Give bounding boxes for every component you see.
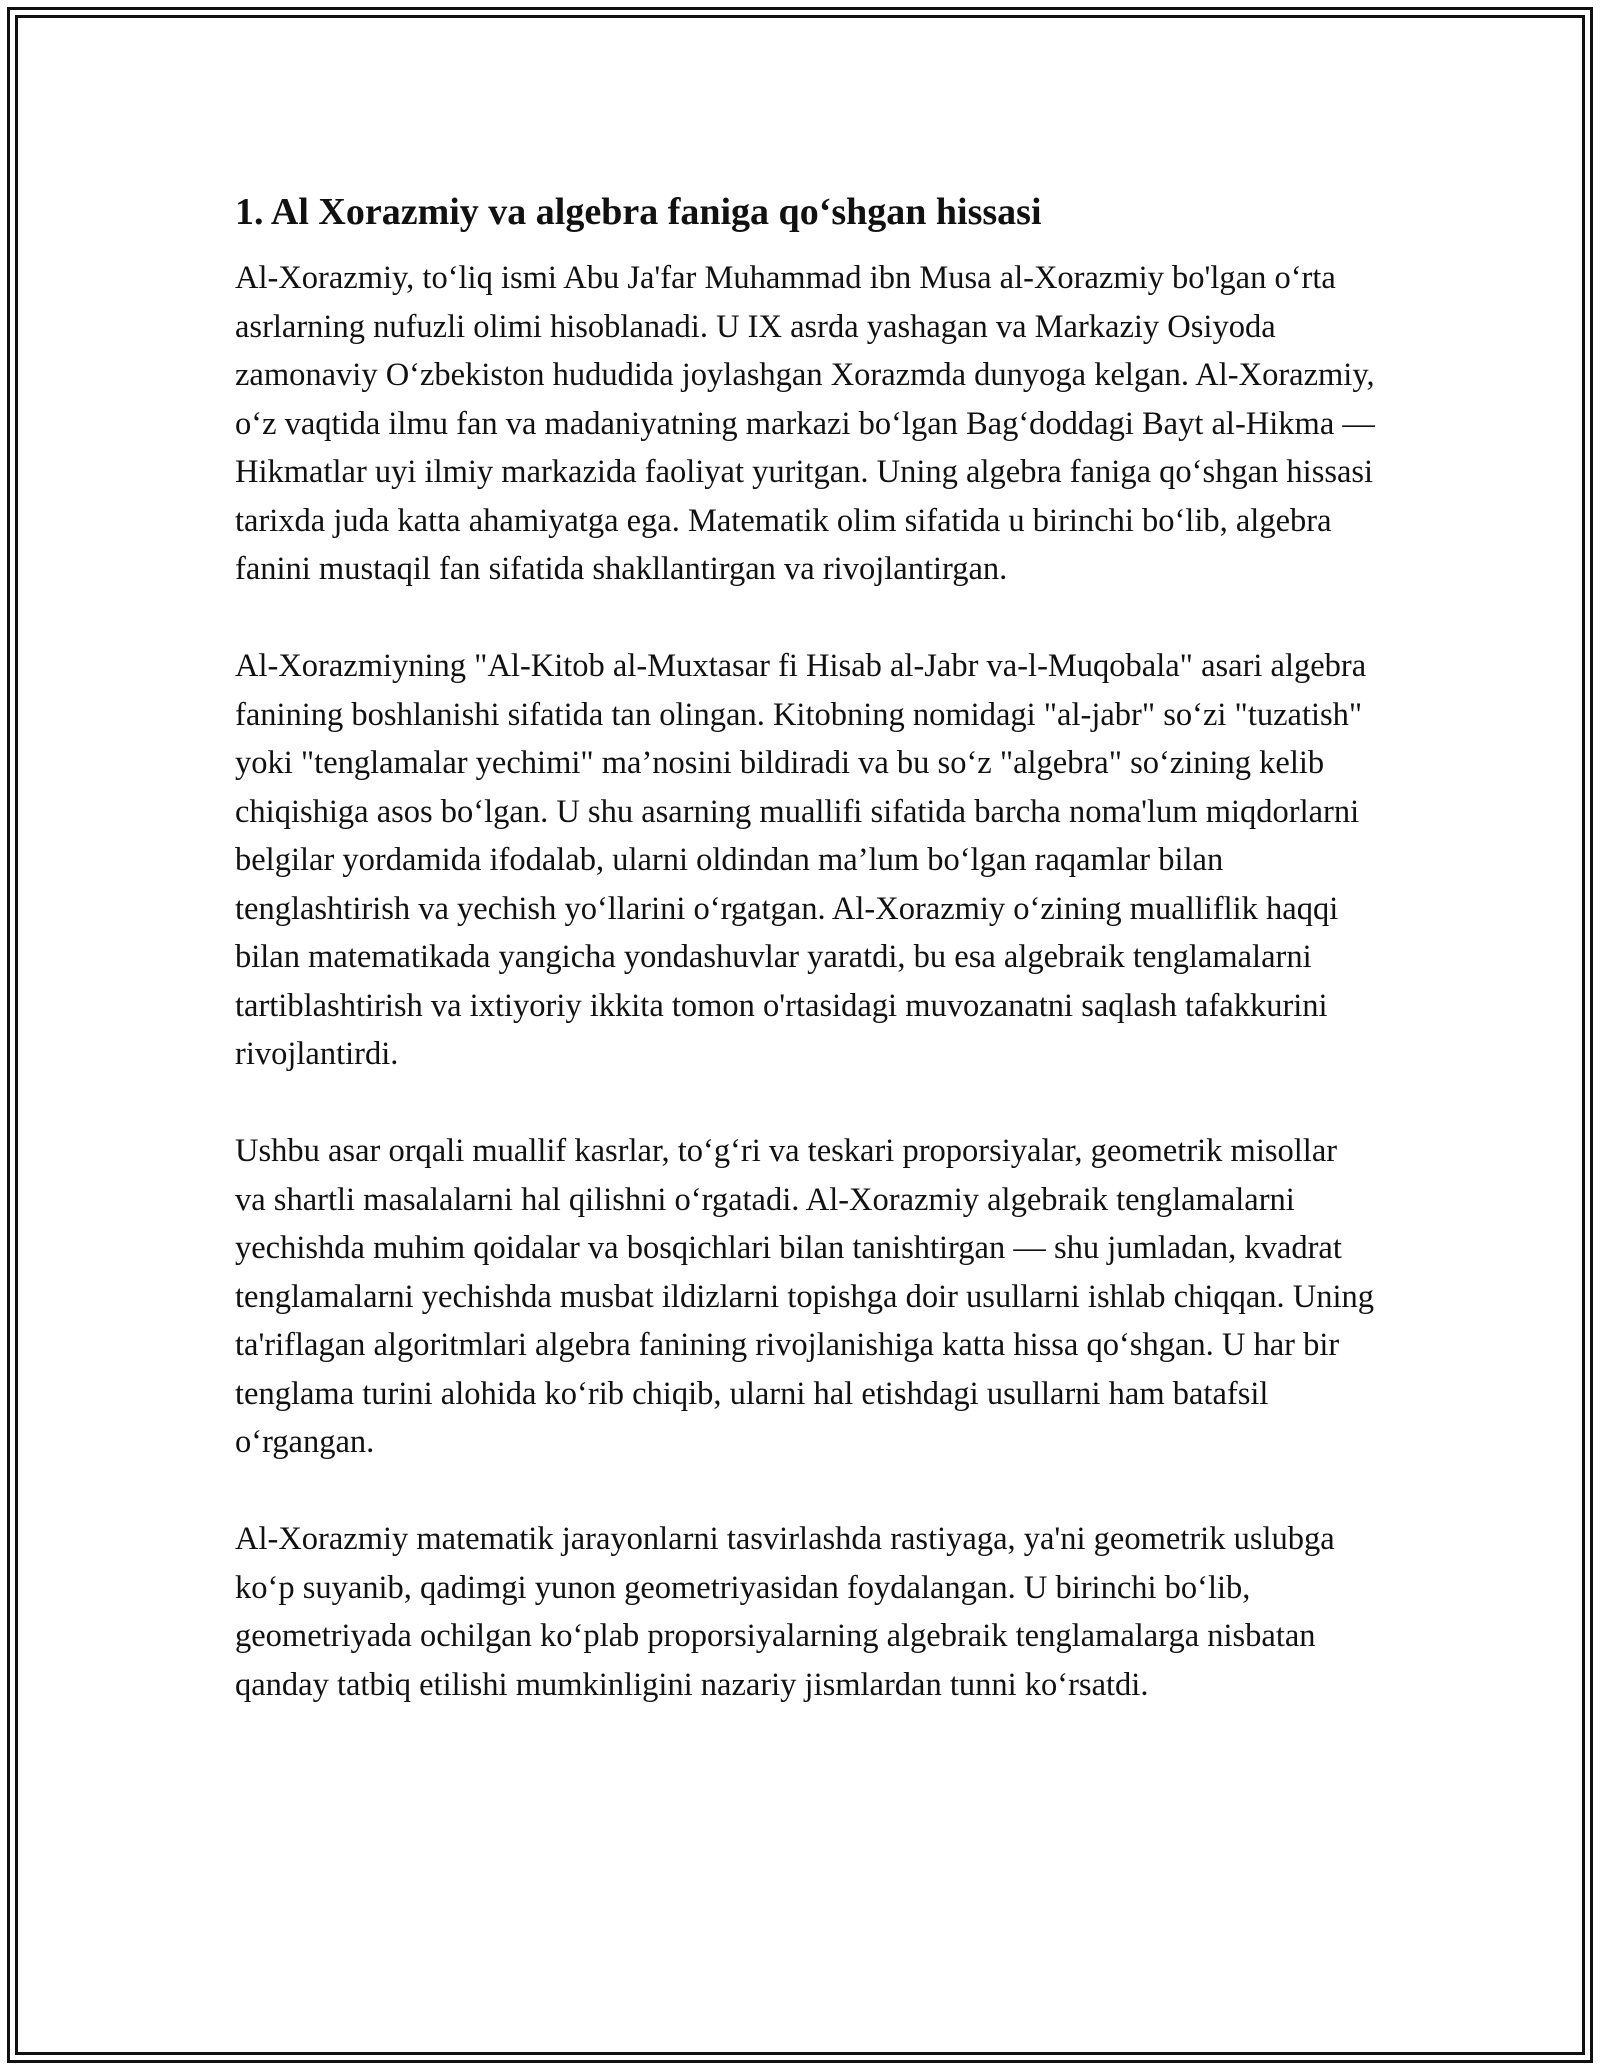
paragraph-4: Al-Xorazmiy matematik jarayonlarni tasvirlashda rastiyaga, ya'ni geometrik uslubga ko‘p suyanib, qadimgi yunon geometriyasidan foydalangan. U birinchi bo‘lib, geometriyada ochilgan ko‘plab proporsiyalarning algebraik tenglamalarga nisbatan qanday tatbiq etilishi mumkinligini nazariy jismlardan tunni ko‘rsatdi. [235, 1521, 1335, 1703]
paragraph-3: Ushbu asar orqali muallif kasrlar, to‘g‘ri va teskari proporsiyalar, geometrik misollar va shartli masalalarni hal qilishni o‘rgatadi. Al-Xorazmiy algebraik tenglamalarni yechishda muhim qoidalar va bosqichlari bilan tanishtirgan — shu jumladan, kvadrat tenglamalarni yechishda musbat ildizlarni topishga doir usullarni ishlab chiqqan. Uning ta'riflagan algoritmlari algebra fanining rivojlanishiga katta hissa qo‘shgan. U har bir tenglama turini alohida ko‘rib chiqib, ularni hal etishdagi usullarni ham batafsil o‘rgangan. [235, 1133, 1375, 1460]
section-heading: 1. Al Xorazmiy va algebra faniga qo‘shgan hissasi [235, 191, 1042, 233]
paragraph-2: Al-Xorazmiyning "Al-Kitob al-Muxtasar fi Hisab al-Jabr va-l-Muqobala" asari algebra fanining boshlanishi sifatida tan olingan. Kitobning nomidagi "al-jabr" so‘zi "tuzatish" yoki "tenglamalar yechimi" ma’nosini bildiradi va bu so‘z "algebra" so‘zining kelib chiqishiga asos bo‘lgan. U shu asarning muallifi sifatida barcha noma'lum miqdorlarni belgilar yordamida ifodalab, ularni oldindan ma’lum bo‘lgan raqamlar bilan tenglashtirish va yechish yo‘llarini o‘rgatgan. Al-Xorazmiy o‘zining mualliflik haqqi bilan matematikada yangicha yondashuvlar yaratdi, bu esa algebraik tenglamalarni tartiblashtirish va ixtiyoriy ikkita tomon o'rtasidagi muvozanatni saqlash tafakkurini rivojlantirdi. [235, 648, 1367, 1072]
document-body [235, 186, 1375, 1758]
paragraph-1: Al-Xorazmiy, to‘liq ismi Abu Ja'far Muhammad ibn Musa al-Xorazmiy bo'lgan o‘rta asrlarning nufuzli olimi hisoblanadi. U IX asrda yashagan va Markaziy Osiyoda zamonaviy O‘zbekiston hududida joylashgan Xorazmda dunyoga kelgan. Al-Xorazmiy, o‘z vaqtida ilmu fan va madaniyatning markazi bo‘lgan Bag‘doddagi Bayt al-Hikma — Hikmatlar uyi ilmiy markazida faoliyat yuritgan. Uning algebra faniga qo‘shgan hissasi tarixda juda katta ahamiyatga ega. Matematik olim sifatida u birinchi bo‘lib, algebra fanini mustaqil fan sifatida shakllantirgan va rivojlantirgan. [235, 260, 1375, 587]
